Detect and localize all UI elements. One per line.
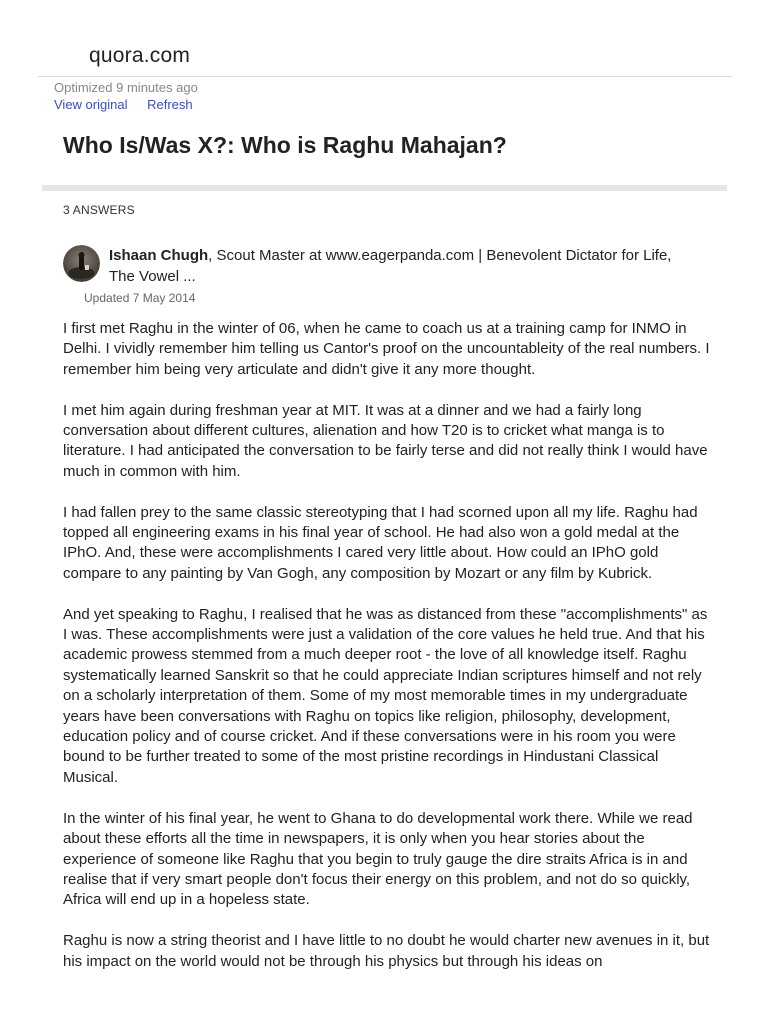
view-original-link[interactable]: View original [54, 97, 128, 112]
author-avatar[interactable] [63, 245, 100, 282]
answer-paragraph: And yet speaking to Raghu, I realised that he was as distanced from these "accomplishments" as I was. These accomplishments were just a validation of the core values he held true. And that his academic prowess stemmed from a much deeper root - the love of all knowledge itself. Raghu systematically learned Sanskrit so that he could appreciate Indian scriptures himself and not rely on a scholarly interpretation of them. Some of my most memorable times in my undergraduate years have been conversations with Raghu on topics like religion, philosophy, development, education policy and of course cricket. And if these conversations were in his room you were bound to be further treated to some of the most pristine recordings in Hindustani Classical Musical. [63, 605, 708, 786]
answer-paragraph: Raghu is now a string theorist and I have little to no doubt he would charter new avenues in it, but his impact on the world would not be through his physics but through his ideas on [63, 932, 710, 970]
answer-paragraph: I first met Raghu in the winter of 06, when he came to coach us at a training camp for INMO in Delhi. I vividly remember him telling us Cantor's proof on the uncountableity of the real numbers. I remember him being very articulate and didn't give it any more thought. [63, 320, 710, 378]
answer-date[interactable]: Updated 7 May 2014 [84, 291, 196, 305]
question-title: Who Is/Was X?: Who is Raghu Mahajan? [63, 132, 507, 158]
site-domain: quora.com [89, 44, 191, 67]
answer-paragraph: In the winter of his final year, he went to Ghana to do developmental work there. While we read about these efforts all the time in newspapers, it is only when you hear stories about the experience of someone like Raghu that you begin to truly gauge the dire straits Africa is in and realise that if very smart people don't focus their energy on this problem, and not do so quickly, Africa will end up in a hopeless state. [63, 809, 693, 909]
meta-links [54, 97, 209, 112]
answers-count: 3 ANSWERS [63, 203, 135, 217]
refresh-link[interactable]: Refresh [147, 97, 193, 112]
site-header [38, 40, 732, 77]
answer-paragraph: I met him again during freshman year at MIT. It was at a dinner and we had a fairly long conversation about different cultures, alienation and how T20 is to cricket what manga is to literature. I had anticipated the conversation to be fairly terse and did not really think I would have much in common with him. [63, 401, 708, 480]
author-name[interactable]: Ishaan Chugh [109, 247, 209, 264]
author-line [109, 245, 699, 287]
optimized-status: Optimized 9 minutes ago [54, 80, 198, 95]
answer-body [63, 319, 713, 992]
author-credential: , Scout Master at www.eagerpanda.com | Benevolent Dictator for Life, The Vowel ... [109, 247, 672, 285]
divider [42, 185, 727, 191]
answer-paragraph: I had fallen prey to the same classic stereotyping that I had scorned upon all my life. Raghu had topped all engineering exams in his final year of school. He had also won a gold medal at the IPhO. And, these were accomplishments I cared very little about. How could an IPhO gold compare to any painting by Van Gogh, any composition by Mozart or any film by Kubrick. [63, 503, 698, 582]
